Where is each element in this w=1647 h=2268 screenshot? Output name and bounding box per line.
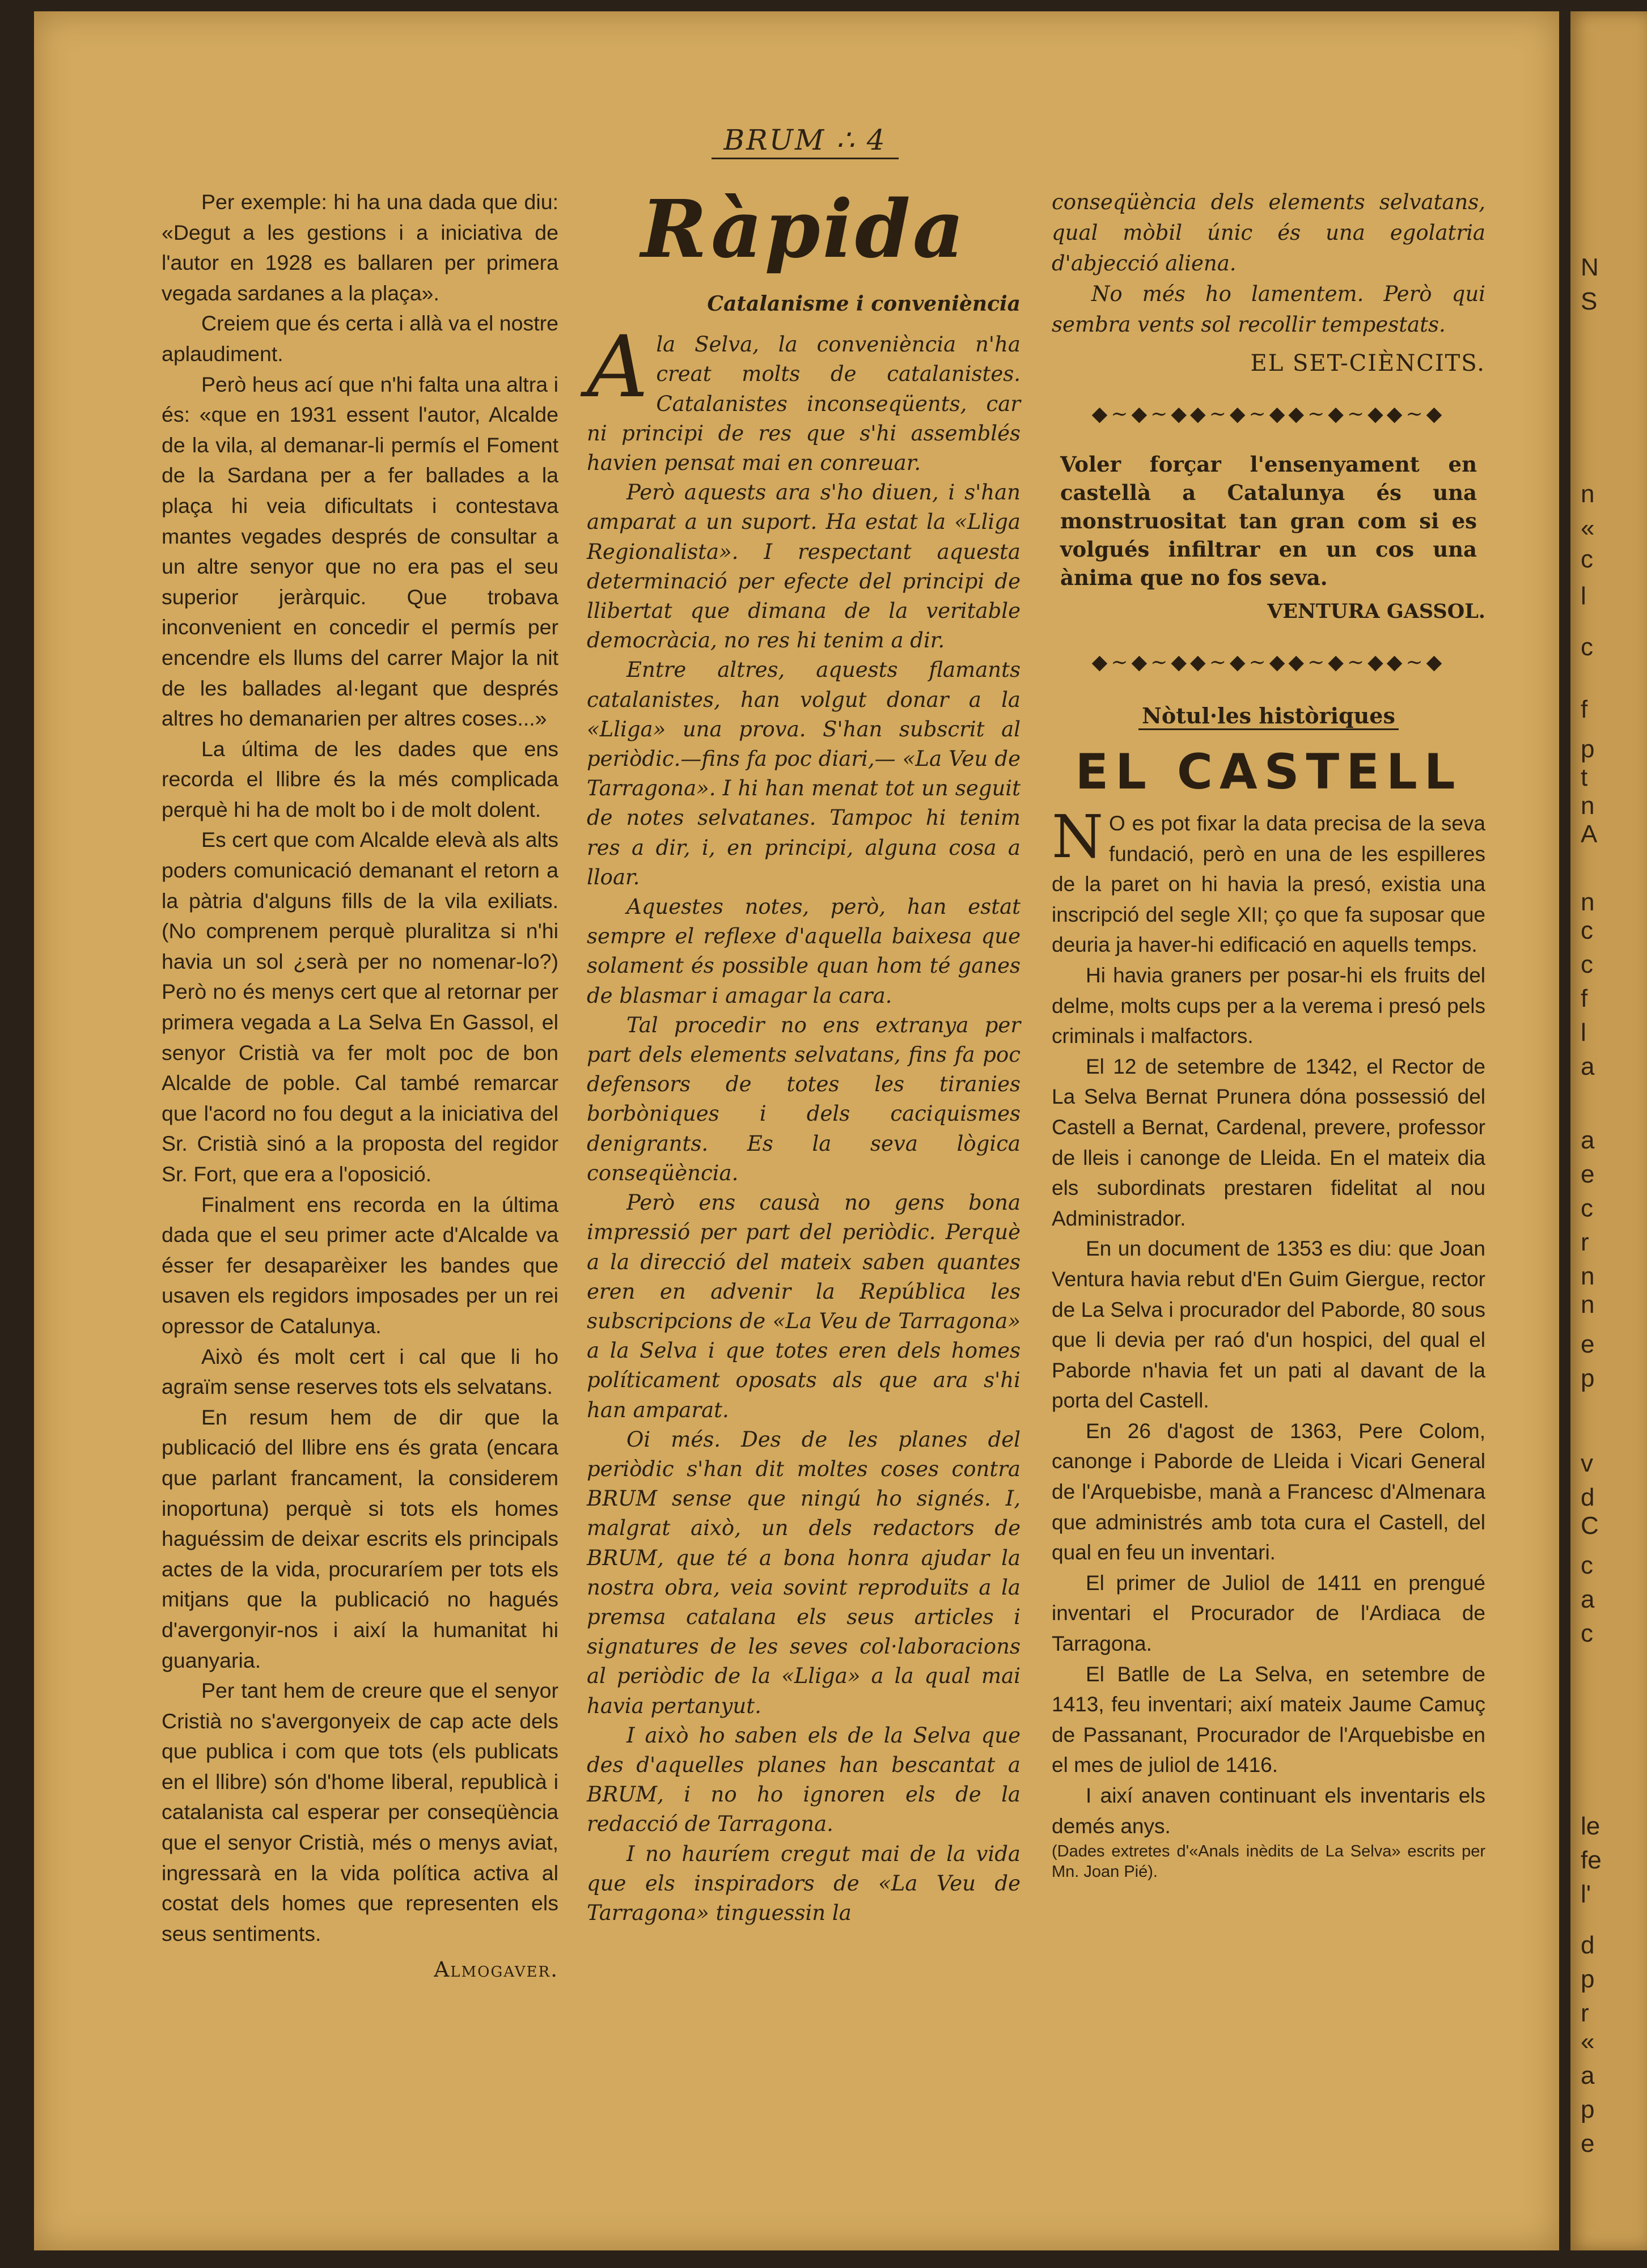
edge-letter: l' (1581, 1880, 1591, 1908)
edge-letter: f (1581, 985, 1588, 1012)
paragraph: Per tant hem de creure que el senyor Cristià no s'avergonyeix de cap acte dels que publica i com que tots (els publicats en el llibre) són d'home liberal, republicà i catalanista cal esperar per conseqüència que el senyor Cristià, més o menys aviat, ingressarà en la vida política activa al costat dels homes que representen els seus sentiments. (162, 1678, 558, 1945)
edge-letter: n (1581, 1291, 1595, 1319)
edge-letter: fe (1581, 1846, 1602, 1874)
quote-signature: VENTURA GASSOL. (1267, 600, 1485, 623)
edge-letter: C (1581, 1512, 1599, 1540)
closing-text: No més ho lamentem. Però qui sembra vents sol recollir tempestats. (1052, 282, 1485, 337)
edge-letter: le (1581, 1812, 1601, 1840)
article-signature: EL SET-CIÈNCITS. (1250, 350, 1485, 376)
edge-letter: v (1581, 1449, 1593, 1477)
paragraph: Però heus ací que n'hi falta una altra i és: «que en 1931 essent l'autor, Alcalde de la vila, al demanar-li permís el Foment de la Sardana per a fer ballades a la plaça hi veia dificultats i contestava mantes vegades després de consultar a un altre senyor que no era pas el seu superior jeràrquic. Que trobava inconvenient en concedir el permís per encendre els llums del carrer Major la nit de les ballades al·legant que després altres ho demanarien per altres coses...» (162, 372, 558, 731)
paragraph: Hi havia graners per posar-hi els fruits del delme, molts cups per a la verema i presó pels criminals i malfactors. (1052, 963, 1486, 1048)
edge-letter: p (1581, 1364, 1595, 1392)
edge-letter: d (1581, 1483, 1595, 1511)
paragraph: El primer de Juliol de 1411 en prengué inventari el Procurador de l'Ardiaca de Tarragona. (1052, 1571, 1485, 1656)
article-subtitle: Catalanisme i conveniència (707, 292, 1021, 316)
edge-letter: f (1581, 696, 1588, 723)
edge-letter: p (1581, 1965, 1595, 1993)
paragraph: Però aquests ara s'ho diuen, i s'han amparat a un suport. Ha estat la «Lliga Regionalista». I respectant aquesta determinació per efecte del principi de llibertat que dimana de la veritable democràcia, no res hi tenim a dir. (587, 480, 1021, 653)
edge-letter: c (1581, 1551, 1593, 1579)
edge-letter: n (1581, 792, 1595, 820)
edge-letter: N (1581, 253, 1599, 281)
column-left (162, 187, 558, 1985)
paragraph: En 26 d'agost de 1363, Pere Colom, canonge i Paborde de Lleida i Vicari General de l'Arquebisbe, manà a Francesc d'Almenara que administrés amb tota cura el Castell, del qual en feu un inventari. (1052, 1419, 1485, 1565)
castell-title: EL CASTELL (1075, 744, 1462, 800)
first-paragraph-text: O es pot fixar la data precisa de la seva fundació, però en una de les espilleres de la paret on hi havia la presó, existia una inscripció del segle XII; ço que fa suposar que deuria ja haver-hi edificació en aquells temps. (1052, 812, 1485, 957)
edge-letter: « (1581, 514, 1595, 542)
first-paragraph (587, 318, 1021, 478)
edge-letter: e (1581, 1160, 1595, 1188)
castell-article (1052, 802, 1486, 1882)
column-middle (587, 183, 1021, 1928)
paragraph: I no hauríem cregut mai de la vida que els inspiradors de «La Veu de Tarragona» tinguessin la (587, 1841, 1021, 1925)
edge-letter: c (1581, 545, 1593, 573)
edge-letter: c (1581, 633, 1593, 661)
drop-cap: A (587, 318, 649, 417)
edge-letter: p (1581, 735, 1595, 763)
signature: Almogaver. (434, 1957, 558, 1982)
paragraph: En un document de 1353 es diu: que Joan Ventura havia rebut d'En Guim Giergue, rector de La Selva i procurador del Paborde, 80 sous que li devia per raó d'un hospici, del qual el Paborde n'havia fet un pati al davant de la porta del Castell. (1052, 1237, 1485, 1413)
paragraph: Entre altres, aquests flamants catalanistes, han volgut donar a la «Lliga» una prova. S'han subscrit al periòdic.—fins fa poc diari,— «La Veu de Tarragona». I hi han menat tot un seguit de notes selvatanes. Tampoc hi tenim res a dir, i, en principi, alguna cosa a lloar. (587, 658, 1021, 889)
column-right (1052, 187, 1485, 1882)
continuation-text: conseqüència dels elements selvatans, qual mòbil únic és una egolatria d'abjecció aliena. (1052, 190, 1485, 275)
edge-letter: S (1581, 287, 1598, 315)
source-note: (Dades extretes d'«Anals inèdits de La Selva» escrits per Mn. Joan Pié). (1052, 1842, 1485, 1881)
paragraph: En resum hem de dir que la publicació del llibre ens és grata (encara que parlant francament, la considerem inoportuna) perquè si tots els homes haguéssim de deixar escrits els principals actes de la vida, procuraríem per tots els mitjans que la publicació no hagués d'avergonyir-nos i així la humanitat hi guanyaria. (162, 1405, 558, 1672)
running-head: BRUM ∴ 4 (712, 124, 899, 159)
paragraph: Es cert que com Alcalde elevà als alts poders comunicació demanant el retorn a la pàtria d'alguns fills de la vila exiliats. (No comprenem perquè pluralitza si n'hi havia un sol ¿serà per no nomenar-lo?) Però no és menys cert que al retornar per primera vegada a La Selva En Gassol, el senyor Cristià va fer molt poc de bon Alcalde de poble. Cal també remarcar que l'acord no fou degut a la iniciativa del Sr. Cristià sinó a la proposta del regidor Sr. Fort, que era a l'oposició. (162, 828, 558, 1186)
edge-letter: a (1581, 1586, 1595, 1613)
edge-letter: a (1581, 1126, 1595, 1154)
paragraph: Finalment ens recorda en la última dada que el seu primer acte d'Alcalde va ésser fer desaparèixer les bandes que usaven els regidors imposades per un rei opressor de Catalunya. (162, 1192, 558, 1338)
section-heading (1052, 701, 1485, 731)
paragraph: I això ho saben els de la Selva que des d'aquelles planes han bescantat a BRUM, i no ho ignoren els de la redacció de Tarragona. (587, 1723, 1021, 1837)
paragraph: I així anaven continuant els inventaris els demés anys. (1052, 1784, 1485, 1838)
edge-letter: l (1581, 582, 1586, 610)
edge-letter: r (1581, 1999, 1589, 2027)
paragraph: El 12 de setembre de 1342, el Rector de La Selva Bernat Prunera dóna possessió del Castell a Bernat, Cardenal, prevere, professor de lleis i canonge de Lleida. En el mateix dia els subordinats prestaren fidelitat al nou Administrador. (1052, 1054, 1485, 1230)
edge-letter: « (1581, 2028, 1595, 2055)
first-paragraph (1052, 802, 1485, 960)
drop-cap: N (1052, 802, 1103, 871)
paragraph: Per exemple: hi ha una dada que diu: «Degut a les gestions i a iniciativa de l'autor en 1928 es ballaren per primera vegada sardanes a la plaça». (162, 190, 558, 305)
edge-letter: a (1581, 1053, 1595, 1080)
edge-letter: e (1581, 1330, 1595, 1358)
edge-letter: n (1581, 480, 1595, 508)
adjacent-page-edge (1570, 11, 1647, 2250)
edge-letter: l (1581, 1019, 1586, 1046)
edge-letter: d (1581, 1931, 1595, 1959)
paragraph: El Batlle de La Selva, en setembre de 1413, feu inventari; així mateix Jaume Camuç de Passanant, Procurador de l'Arquebisbe en el mes de juliol de 1416. (1052, 1662, 1485, 1777)
article-title: Ràpida (641, 183, 967, 276)
edge-letter: p (1581, 2096, 1595, 2123)
edge-letter: n (1581, 888, 1595, 916)
quote-text: Voler forçar l'ensenyament en castellà a Catalunya és una monstruositat tan gran com si es volgués infiltrar en un cos una ànima que no fos seva. (1060, 452, 1477, 590)
paragraph: Oi més. Des de les planes del periòdic s'han dit moltes coses contra BRUM sense que ningú ho signés. I, malgrat això, un dels redactors de BRUM, que té a bona honra ajudar la nostra obra, veia sovint reproduïts a la premsa catalana els seus articles i signatures de les seves col·laboracions al periòdic de la «Lliga» a la qual mai havia pertanyut. (587, 1427, 1021, 1718)
paragraph: Tal procedir no ens extranya per part dels elements selvatans, fins fa poc defensors de totes les tiranies borbòniques i dels caciquismes denigrants. Es la seva lògica conseqüència. (587, 1012, 1021, 1185)
paragraph: Creiem que és certa i allà va el nostre aplaudiment. (162, 311, 558, 366)
paragraph: Això és molt cert i cal que li ho agraïm sense reserves tots els selvatans. (162, 1344, 558, 1399)
edge-letter: e (1581, 2130, 1595, 2157)
edge-letter: A (1581, 820, 1598, 848)
paragraph: Aquestes notes, però, han estat sempre el reflexe d'aquella baixesa que solament és possible quan hom té ganes de blasmar i amagar la cara. (587, 895, 1021, 1008)
edge-letter: c (1581, 1620, 1593, 1647)
edge-letter: r (1581, 1228, 1589, 1256)
ornament-divider: ◆∼◆∼◆◆∼◆∼◆◆∼◆∼◆◆∼◆ (1091, 651, 1446, 674)
section-heading-text: Nòtul·les històriques (1138, 703, 1399, 730)
edge-letter: c (1581, 1194, 1593, 1222)
edge-letter: a (1581, 2062, 1595, 2089)
first-paragraph-text: la Selva, la conveniència n'ha creat molts de catalanistes. Catalanistes inconseqüents, car ni principi de res que s'hi assemblés havien pensat mai en conreuar. (587, 332, 1021, 476)
edge-letter: n (1581, 1262, 1595, 1290)
edge-letter: c (1581, 951, 1593, 978)
paragraph: Però ens causà no gens bona impressió per part del periòdic. Perquè a la direcció del mateix saben quantes eren en advenir la República les subscripcions de «La Veu de Tarragona» a la Selva i que totes eren dels homes políticament oposats als que ara s'hi han amparat. (587, 1190, 1021, 1422)
ornament-divider: ◆∼◆∼◆◆∼◆∼◆◆∼◆∼◆◆∼◆ (1091, 402, 1446, 426)
paragraph: La última de les dades que ens recorda el llibre és la més complicada perquè hi ha de molt bo i de molt dolent. (162, 736, 558, 821)
edge-letter: t (1581, 764, 1588, 791)
edge-letter: c (1581, 917, 1593, 944)
